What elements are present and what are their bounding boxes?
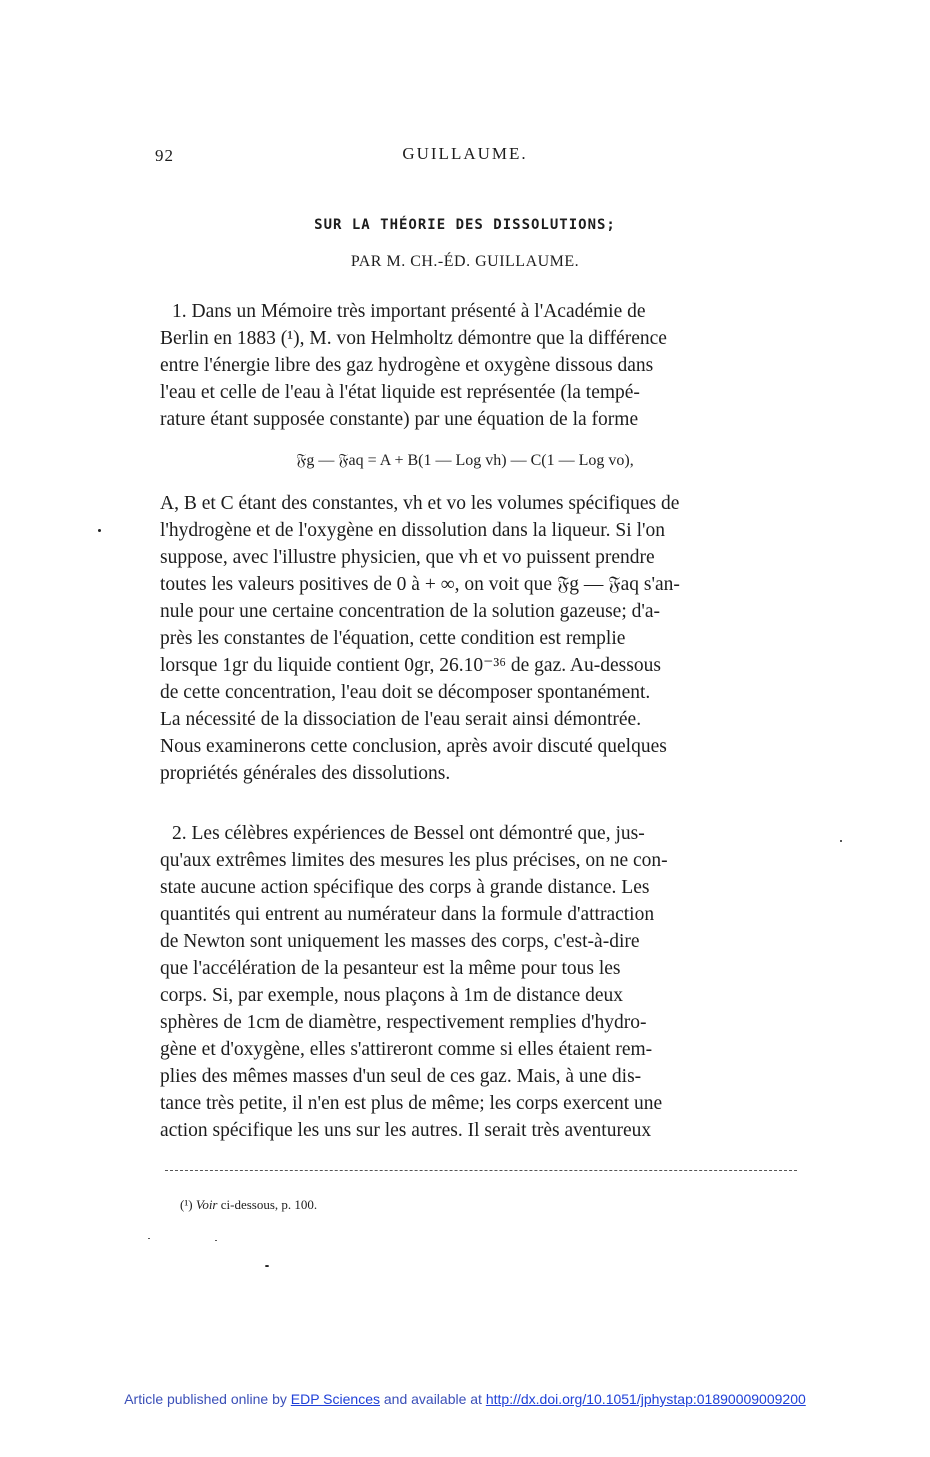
text-line: suppose, avec l'illustre physicien, que vh et vo puissent prendre	[160, 547, 655, 568]
publisher-line	[0, 1391, 930, 1407]
footnote-text: ci-dessous, p. 100.	[217, 1197, 318, 1212]
text-line: plies des mêmes masses d'un seul de ces gaz. Mais, à une dis-	[160, 1066, 642, 1087]
article-title: SUR LA THÉORIE DES DISSOLUTIONS;	[314, 217, 616, 233]
text-line: sphères de 1cm de diamètre, respectivement remplies d'hydro-	[160, 1012, 647, 1033]
text-line: entre l'énergie libre des gaz hydrogène et oxygène dissous dans	[160, 355, 654, 376]
text-line: près les constantes de l'équation, cette condition est remplie	[160, 628, 626, 649]
text-line: de Newton sont uniquement les masses des corps, c'est-à-dire	[160, 931, 640, 952]
publisher-middle: and available at	[379, 1391, 486, 1407]
footnote-marker: (¹)	[180, 1197, 193, 1212]
doi-link[interactable]: http://dx.doi.org/10.1051/jphystap:01890009009200	[485, 1391, 806, 1407]
text-line: rature étant supposée constante) par une équation de la forme	[160, 409, 639, 430]
text-line: l'hydrogène et de l'oxygène en dissolution dans la liqueur. Si l'on	[160, 520, 666, 541]
footnote-italic: Voir	[195, 1197, 218, 1212]
text-line: La nécessité de la dissociation de l'eau serait ainsi démontrée.	[160, 709, 642, 730]
page-number: 92	[155, 146, 174, 165]
scan-speck	[98, 529, 101, 532]
footnote	[180, 1197, 317, 1213]
text-line: state aucune action spécifique des corps à grande distance. Les	[160, 877, 650, 898]
paragraph-3	[160, 820, 798, 1144]
running-head: GUILLAUME.	[402, 144, 528, 163]
publisher-prefix: Article published online by	[124, 1391, 291, 1407]
text-line: que l'accélération de la pesanteur est la même pour tous les	[160, 958, 621, 979]
text-line: l'eau et celle de l'eau à l'état liquide est représentée (la tempé-	[160, 382, 640, 403]
paragraph-2	[160, 490, 798, 787]
text-line: A, B et C étant des constantes, vh et vo les volumes spécifiques de	[160, 493, 680, 514]
scan-speck	[265, 1265, 269, 1267]
text-line: tance très petite, il n'en est plus de même; les corps exercent une	[160, 1093, 663, 1114]
text-line: Nous examinerons cette conclusion, après avoir discuté quelques	[160, 736, 667, 757]
text-line: quantités qui entrent au numérateur dans la formule d'attraction	[160, 904, 655, 925]
text-line: de cette concentration, l'eau doit se décomposer spontanément.	[160, 682, 651, 703]
scan-speck	[840, 840, 842, 842]
text-line: nule pour une certaine concentration de la solution gazeuse; d'a-	[160, 601, 661, 622]
scan-speck	[215, 1240, 217, 1241]
text-line: action spécifique les uns sur les autres. Il serait très aventureux	[160, 1120, 652, 1141]
publisher-link[interactable]: EDP Sciences	[290, 1391, 380, 1407]
article-byline: PAR M. CH.-ÉD. GUILLAUME.	[350, 253, 580, 270]
text-line: gène et d'oxygène, elles s'attireront comme si elles étaient rem-	[160, 1039, 653, 1060]
footnote-rule	[165, 1170, 797, 1171]
text-line: propriétés générales des dissolutions.	[160, 763, 451, 784]
paragraph-1	[160, 298, 798, 433]
equation: 𝔉g — 𝔉aq = A + B(1 — Log vh) — C(1 — Log vo),	[296, 452, 634, 469]
text-line: lorsque 1gr du liquide contient 0gr, 26.10⁻³⁶ de gaz. Au-dessous	[160, 655, 661, 676]
text-line: qu'aux extrêmes limites des mesures les plus précises, on ne con-	[160, 850, 668, 871]
text-line: Berlin en 1883 (¹), M. von Helmholtz démontre que la différence	[160, 328, 667, 349]
text-line: corps. Si, par exemple, nous plaçons à 1m de distance deux	[160, 985, 624, 1006]
scan-speck	[148, 1238, 150, 1239]
text-line: 2. Les célèbres expériences de Bessel ont démontré que, jus-	[172, 823, 645, 844]
text-line: 1. Dans un Mémoire très important présenté à l'Académie de	[172, 301, 646, 322]
text-line: toutes les valeurs positives de 0 à + ∞, on voit que 𝔉g — 𝔉aq s'an-	[160, 574, 680, 595]
